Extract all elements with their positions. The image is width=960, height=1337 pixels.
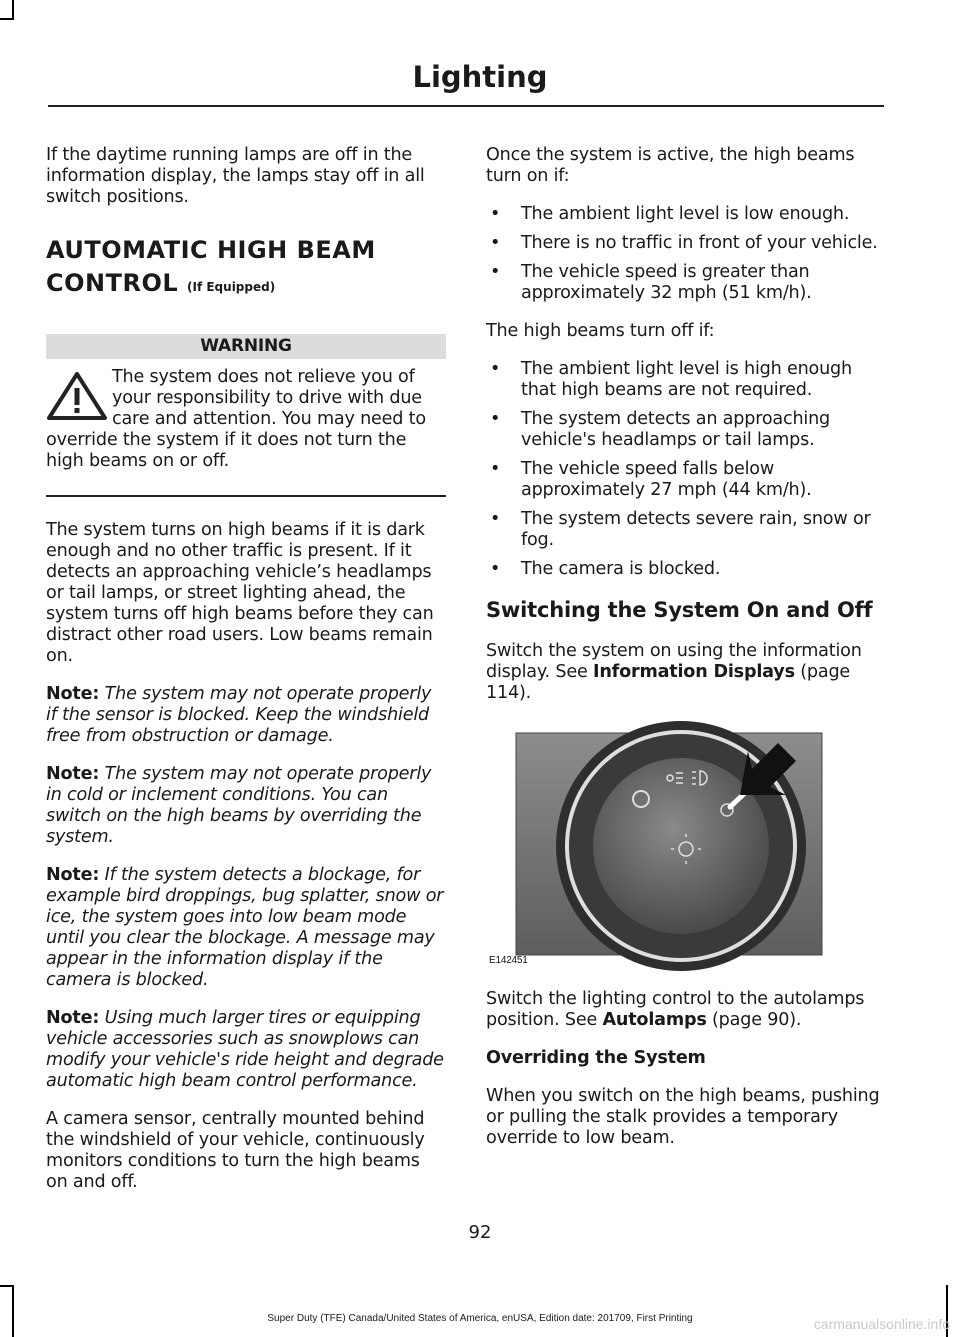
note-label: Note: xyxy=(46,684,100,704)
note xyxy=(46,764,446,848)
crop-mark xyxy=(0,18,14,20)
bullet-icon: • xyxy=(490,359,501,379)
list-item-text: The system detects an approaching vehicle's headlamps or tail lamps. xyxy=(521,409,831,450)
override-paragraph: When you switch on the high beams, pushing or pulling the stalk provides a temporary override to low beam. xyxy=(486,1086,880,1148)
switching-text: Switch the system on using the information display. See xyxy=(486,641,862,682)
warning-triangle-icon xyxy=(46,371,108,421)
watermark: carmanualsonline.info xyxy=(813,1316,950,1332)
turn-on-list xyxy=(486,204,886,304)
page-title: Lighting xyxy=(412,60,548,94)
note-text: Using much larger tires or equipping vehicle accessories such as snowplows can modify your vehicle's ride height and degrade automatic high beam control performance. xyxy=(46,1008,444,1091)
if-equipped-label: (If Equipped) xyxy=(187,280,276,294)
lighting-control-dial-illustration xyxy=(486,721,829,971)
note xyxy=(46,684,446,747)
bullet-icon: • xyxy=(490,509,501,529)
note xyxy=(46,865,446,991)
right-column xyxy=(486,145,886,1166)
list-item-text: The camera is blocked. xyxy=(521,559,721,579)
left-column xyxy=(46,145,446,1210)
header-divider xyxy=(48,105,884,107)
list-item xyxy=(486,204,886,225)
note-text: If the system detects a blockage, for example bird droppings, bug splatter, snow or ice, the system goes into low beam mode until you clear the blockage. A message may appear in the information display if the camera is blocked. xyxy=(46,865,444,990)
switching-page-ref: (page 114). xyxy=(486,662,851,703)
autolamps-page-ref: (page 90). xyxy=(706,1010,802,1030)
list-item xyxy=(486,359,886,401)
note-text: The system may not operate properly if the sensor is blocked. Keep the windshield free from obstruction or damage. xyxy=(46,684,432,746)
note-text: The system may not operate properly in cold or inclement conditions. You can switch on the high beams by overriding the system. xyxy=(46,764,432,847)
list-item xyxy=(486,459,886,501)
figure-id-label: E142451 xyxy=(489,955,528,966)
subsection-heading: Switching the System On and Off xyxy=(486,598,873,622)
list-item-text: The vehicle speed falls below approximately 27 mph (44 km/h). xyxy=(521,459,812,500)
list-item xyxy=(486,409,886,451)
footer-text: Super Duty (TFE) Canada/United States of America, enUSA, Edition date: 201709, First Printing xyxy=(267,1313,693,1324)
bullet-icon: • xyxy=(490,233,501,253)
list-item-text: The vehicle speed is greater than approximately 32 mph (51 km/h). xyxy=(521,262,812,303)
bullet-icon: • xyxy=(490,204,501,224)
active-intro: Once the system is active, the high beams turn on if: xyxy=(486,145,855,186)
off-intro: The high beams turn off if: xyxy=(486,321,715,341)
list-item-text: The ambient light level is high enough that high beams are not required. xyxy=(521,359,852,400)
note-label: Note: xyxy=(46,865,100,885)
override-heading: Overriding the System xyxy=(486,1048,706,1068)
note-label: Note: xyxy=(46,764,100,784)
note-label: Note: xyxy=(46,1008,100,1028)
crop-mark xyxy=(12,0,14,18)
warning-title: WARNING xyxy=(46,334,446,359)
crop-mark xyxy=(12,1285,14,1337)
autolamps-text: Switch the lighting control to the autolamps position. See xyxy=(486,989,865,1030)
warning-block xyxy=(46,367,446,497)
autolamps-paragraph xyxy=(486,989,886,1031)
switching-paragraph xyxy=(486,641,886,704)
warning-text: The system does not relieve you of your responsibility to drive with due care and attention. You may need to override the system if it does not turn the high beams on or off. xyxy=(46,367,426,471)
bullet-icon: • xyxy=(490,459,501,479)
page-number: 92 xyxy=(468,1222,492,1243)
list-item-text: The system detects severe rain, snow or fog. xyxy=(521,509,871,550)
note xyxy=(46,1008,446,1092)
description-paragraph: The system turns on high beams if it is dark enough and no other traffic is present. If it detects an approaching vehicle’s headlamps or tail lamps, or street lighting ahead, the system turns off high beams before they can distract other road users. Low beams remain on. xyxy=(46,520,434,666)
list-item xyxy=(486,262,886,304)
autolamps-link[interactable]: Autolamps xyxy=(602,1010,707,1030)
camera-paragraph: A camera sensor, centrally mounted behind the windshield of your vehicle, continuously monitors conditions to turn the high beams on and off. xyxy=(46,1109,425,1192)
intro-paragraph: If the daytime running lamps are off in the information display, the lamps stay off in all switch positions. xyxy=(46,145,425,207)
section-heading-text: AUTOMATIC HIGH BEAM CONTROL xyxy=(46,236,376,297)
bullet-icon: • xyxy=(490,409,501,429)
section-heading xyxy=(46,234,446,304)
bullet-icon: • xyxy=(490,559,501,579)
list-item-text: The ambient light level is low enough. xyxy=(521,204,850,224)
list-item xyxy=(486,509,886,551)
list-item xyxy=(486,559,886,580)
lighting-control-figure xyxy=(486,721,829,971)
list-item xyxy=(486,233,886,254)
information-displays-link[interactable]: Information Displays xyxy=(592,662,795,682)
list-item-text: There is no traffic in front of your vehicle. xyxy=(521,233,878,253)
turn-off-list xyxy=(486,359,886,580)
crop-mark xyxy=(0,1285,14,1287)
bullet-icon: • xyxy=(490,262,501,282)
